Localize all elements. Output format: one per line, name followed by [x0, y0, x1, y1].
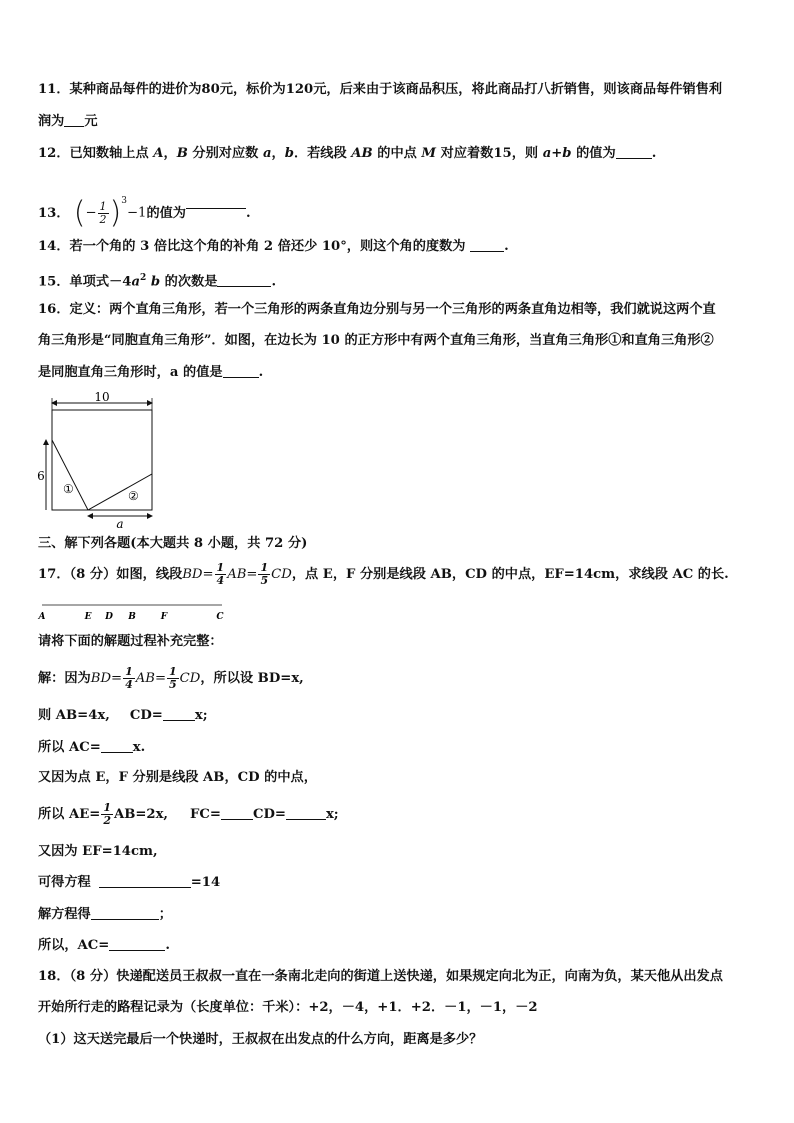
sol-text: FC=	[190, 807, 221, 822]
solution-intro: 请将下面的解题过程补充完整：	[38, 634, 223, 649]
sol-text: CD=	[252, 807, 286, 822]
triangle-1-label: ①	[63, 482, 74, 496]
q14-end: .	[504, 239, 509, 254]
answer-blank	[217, 272, 271, 287]
point-label-a: A	[38, 612, 46, 622]
triangle-1	[52, 440, 88, 510]
q12-text: ，	[271, 146, 285, 161]
q15-var: b	[146, 274, 161, 290]
answer-blank	[470, 237, 504, 252]
answer-blank	[109, 936, 165, 951]
question-17	[38, 560, 729, 590]
sol-text: x;	[325, 807, 339, 822]
answer-blank	[64, 112, 84, 127]
question-18-part-1: （1）这天送完最后一个快递时，王叔叔在出发点的什么方向，距离是多少？	[38, 1032, 483, 1047]
q17-text: 17．（8 分）如图，线段	[38, 567, 183, 582]
q12-var: a	[262, 146, 272, 161]
q12-text: ．若线段	[293, 146, 352, 161]
segment-figure	[36, 600, 236, 624]
q13-end: .	[246, 206, 251, 221]
q13-number: 13．	[38, 206, 70, 221]
answer-blank	[99, 873, 191, 888]
sol-text: 所以，AC=	[38, 938, 110, 953]
numerator: 1	[260, 561, 269, 574]
question-11-line-1: 11．某种商品每件的进价为80元，标价为120元，后来由于该商品积压，将此商品打八折销售，则该商品每件销售利	[38, 82, 723, 97]
sol-text: x.	[132, 740, 146, 755]
math-cd: CD	[179, 671, 201, 686]
sol-text: x;	[194, 708, 208, 723]
q12-text: 的中点	[372, 146, 422, 161]
sol-text: =14	[190, 875, 221, 890]
point-label-f: F	[160, 612, 168, 622]
math-cd: CD	[271, 567, 292, 582]
q13-minus: −	[85, 205, 97, 221]
equals: =	[111, 671, 123, 686]
q17-text: ，点 E，F 分别是线段 AB，CD 的中点，EF=14cm，求线段 AC 的长.	[291, 567, 729, 582]
denominator: 2	[99, 213, 107, 226]
math-ab: AB	[135, 671, 155, 686]
question-14	[38, 237, 509, 257]
triangle-2	[88, 474, 152, 510]
solution-step-7	[38, 873, 220, 893]
sol-text: 所以 AE=	[38, 807, 101, 822]
answer-blank	[101, 738, 133, 753]
a-label: a	[116, 517, 124, 530]
fraction-1-4	[215, 562, 227, 587]
left-paren: (	[73, 195, 86, 231]
q12-var: A	[153, 146, 164, 161]
q15-text: 15．单项式－4	[38, 274, 132, 290]
equals: =	[246, 567, 258, 582]
fraction-one-half	[98, 201, 109, 226]
q15-var: a	[131, 274, 141, 290]
sol-text: 则 AB=4x,	[38, 708, 110, 723]
q12-var: b	[284, 146, 294, 161]
math-bd: BD	[90, 671, 112, 686]
exponent: 3	[121, 196, 127, 206]
math-bd: BD	[182, 567, 203, 582]
q12-var: B	[176, 146, 188, 161]
solution-step-9	[38, 936, 170, 956]
q12-text: 对应着数15，则	[436, 146, 543, 161]
q11-unit: 元	[84, 114, 98, 129]
question-13	[38, 184, 251, 231]
question-15	[38, 268, 276, 292]
fraction-1-5	[167, 666, 179, 691]
numerator: 1	[169, 665, 177, 678]
sol-text: 可得方程	[38, 875, 91, 890]
q12-text: 12．已知数轴上点	[38, 146, 154, 161]
denominator: 4	[216, 574, 225, 587]
fraction-1-5	[258, 562, 270, 587]
q12-var: M	[421, 146, 437, 161]
answer-blank	[221, 805, 253, 820]
solution-step-1	[38, 664, 304, 694]
q12-text: 分别对应数	[187, 146, 263, 161]
q11-text: 润为	[38, 114, 65, 129]
question-12	[38, 144, 656, 164]
sol-text: .	[165, 938, 170, 953]
sol-text: ，所以设 BD=x,	[200, 671, 304, 686]
q14-text: 14．若一个角的 3 倍比这个角的补角 2 倍还少 10°，则这个角的度数为	[38, 239, 471, 254]
solution-step-6: 又因为 EF=14cm,	[38, 844, 158, 859]
q15-end: .	[271, 274, 277, 290]
math-ab: AB	[227, 567, 247, 582]
question-18-line-2: 开始所行走的路程记录为（长度单位：千米）：+2，－4，+1．+2．－1，－1，－2	[38, 1000, 538, 1015]
numerator: 1	[103, 801, 111, 814]
sol-text: CD=	[129, 708, 163, 723]
q12-end: .	[651, 146, 657, 161]
equals: =	[202, 567, 214, 582]
fraction-1-2	[101, 802, 113, 827]
sol-text: 所以 AC=	[38, 740, 101, 755]
answer-blank	[223, 363, 259, 378]
question-18-line-1: 18．（8 分）快递配送员王叔叔一直在一条南北走向的街道上送快递，如果规定向北为正，向南为负，某天他从出发点	[38, 969, 723, 984]
question-16-line-3	[38, 363, 263, 383]
equals: =	[154, 671, 167, 686]
numerator: 1	[125, 665, 133, 678]
point-label-e: E	[84, 612, 92, 622]
q13-minus-one: −1	[126, 205, 147, 221]
answer-blank	[616, 144, 652, 159]
numerator: 1	[216, 561, 225, 574]
solution-step-3	[38, 738, 145, 758]
right-paren: )	[109, 195, 122, 231]
q12-text: 的值为	[571, 146, 616, 161]
question-16-line-2: 角三角形是“同胞直角三角形”．如图，在边长为 10 的正方形中有两个直角三角形，当直角三角形①和直角三角形②	[38, 333, 714, 348]
solution-step-4: 又因为点 E，F 分别是线段 AB，CD 的中点，	[38, 770, 317, 785]
question-16-line-1: 16．定义：两个直角三角形，若一个三角形的两条直角边分别与另一个三角形的两条直角边相等，我们就说这两个直	[38, 302, 716, 317]
sol-text: AB=2x,	[113, 807, 169, 822]
q12-var: AB	[351, 146, 373, 161]
height-label: 6	[37, 469, 45, 483]
answer-blank	[286, 805, 326, 820]
solution-step-2	[38, 706, 208, 726]
point-label-c: C	[216, 612, 224, 622]
solution-step-5	[38, 800, 339, 830]
q12-text: ，	[163, 146, 177, 161]
sol-text: 解：因为	[38, 671, 91, 686]
answer-blank	[163, 706, 195, 721]
denominator: 5	[260, 574, 269, 587]
sol-text: ；	[158, 907, 172, 922]
q12-var: a+b	[542, 146, 572, 161]
section-3-heading: 三、解下列各题(本大题共 8 小题，共 72 分)	[38, 536, 308, 551]
q16-end: .	[258, 365, 264, 380]
side-length-label: 10	[94, 390, 110, 404]
answer-blank	[91, 905, 159, 920]
denominator: 5	[169, 678, 177, 691]
numerator: 1	[99, 200, 107, 213]
sol-text: 解方程得	[38, 907, 91, 922]
q15-exponent: 2	[140, 273, 147, 283]
q16-text: 是同胞直角三角形时，a 的值是	[38, 365, 223, 380]
question-11-line-2	[38, 112, 98, 132]
q15-text: 的次数是	[160, 274, 218, 290]
square-figure	[30, 390, 170, 530]
denominator: 4	[125, 678, 133, 691]
point-label-d: D	[105, 612, 113, 622]
triangle-2-label: ②	[128, 489, 139, 503]
denominator: 2	[103, 814, 111, 827]
fraction-1-4	[123, 666, 135, 691]
answer-blank	[186, 194, 246, 209]
solution-step-8	[38, 905, 172, 925]
q13-text: 的值为	[146, 206, 186, 221]
point-label-b: B	[128, 612, 136, 622]
